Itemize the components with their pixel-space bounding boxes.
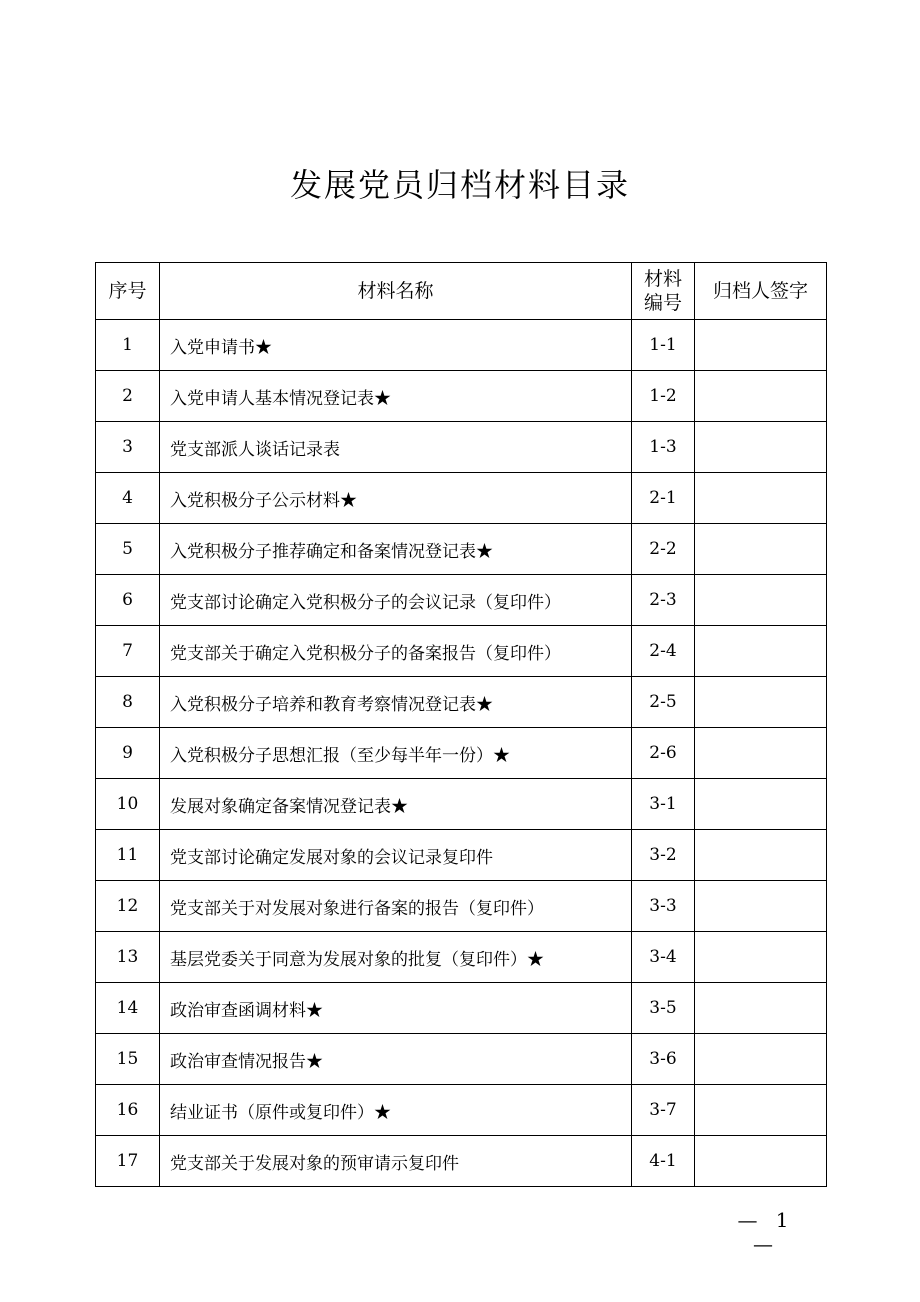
row-material-name: 入党积极分子推荐确定和备案情况登记表★ [160, 524, 632, 575]
row-material-code: 3-3 [632, 881, 695, 932]
row-seq: 2 [96, 371, 160, 422]
row-signature-cell [695, 1034, 827, 1085]
row-signature-cell [695, 1085, 827, 1136]
row-material-code: 3-1 [632, 779, 695, 830]
table-row [96, 728, 827, 779]
row-signature-cell [695, 320, 827, 371]
table-row [96, 1034, 827, 1085]
table-row [96, 422, 827, 473]
row-material-code: 2-4 [632, 626, 695, 677]
row-signature-cell [695, 779, 827, 830]
row-material-code: 4-1 [632, 1136, 695, 1187]
row-material-code: 2-1 [632, 473, 695, 524]
row-material-name: 发展对象确定备案情况登记表★ [160, 779, 632, 830]
row-material-code: 2-3 [632, 575, 695, 626]
page-number: — 1 — [737, 1208, 795, 1256]
row-signature-cell [695, 524, 827, 575]
page-title: 发展党员归档材料目录 [289, 166, 630, 204]
table-row [96, 320, 827, 371]
table-row [96, 677, 827, 728]
table-row [96, 881, 827, 932]
row-material-name: 党支部关于发展对象的预审请示复印件 [160, 1136, 632, 1187]
row-seq: 3 [96, 422, 160, 473]
row-material-name: 入党积极分子培养和教育考察情况登记表★ [160, 677, 632, 728]
header-name: 材料名称 [160, 263, 632, 320]
row-seq: 6 [96, 575, 160, 626]
row-seq: 10 [96, 779, 160, 830]
row-seq: 11 [96, 830, 160, 881]
row-material-code: 3-7 [632, 1085, 695, 1136]
table-row [96, 575, 827, 626]
row-seq: 8 [96, 677, 160, 728]
row-signature-cell [695, 371, 827, 422]
row-signature-cell [695, 983, 827, 1034]
row-seq: 14 [96, 983, 160, 1034]
table-row [96, 932, 827, 983]
row-material-name: 基层党委关于同意为发展对象的批复（复印件）★ [160, 932, 632, 983]
row-material-name: 入党申请书★ [160, 320, 632, 371]
row-material-name: 入党积极分子思想汇报（至少每半年一份）★ [160, 728, 632, 779]
header-signature: 归档人签字 [695, 263, 827, 320]
header-code-line2: 编号 [643, 292, 682, 314]
row-material-code: 1-2 [632, 371, 695, 422]
row-signature-cell [695, 575, 827, 626]
header-seq: 序号 [96, 263, 160, 320]
row-material-name: 党支部关于对发展对象进行备案的报告（复印件） [160, 881, 632, 932]
table-header-row [96, 263, 827, 320]
row-material-name: 党支部讨论确定入党积极分子的会议记录（复印件） [160, 575, 632, 626]
table-row [96, 473, 827, 524]
row-seq: 17 [96, 1136, 160, 1187]
table-row [96, 1085, 827, 1136]
row-signature-cell [695, 830, 827, 881]
row-seq: 4 [96, 473, 160, 524]
row-seq: 13 [96, 932, 160, 983]
row-signature-cell [695, 422, 827, 473]
row-seq: 9 [96, 728, 160, 779]
row-seq: 16 [96, 1085, 160, 1136]
table-row [96, 1136, 827, 1187]
row-material-name: 入党申请人基本情况登记表★ [160, 371, 632, 422]
row-signature-cell [695, 1136, 827, 1187]
row-seq: 15 [96, 1034, 160, 1085]
header-code [632, 263, 695, 320]
row-material-name: 党支部讨论确定发展对象的会议记录复印件 [160, 830, 632, 881]
materials-table [95, 262, 827, 1187]
row-material-code: 1-1 [632, 320, 695, 371]
row-signature-cell [695, 626, 827, 677]
row-signature-cell [695, 473, 827, 524]
table-row [96, 830, 827, 881]
row-signature-cell [695, 677, 827, 728]
row-material-code: 3-2 [632, 830, 695, 881]
table-row [96, 779, 827, 830]
row-signature-cell [695, 881, 827, 932]
row-seq: 12 [96, 881, 160, 932]
table-row [96, 524, 827, 575]
row-material-name: 政治审查情况报告★ [160, 1034, 632, 1085]
table-row [96, 983, 827, 1034]
row-seq: 1 [96, 320, 160, 371]
row-material-name: 党支部派人谈话记录表 [160, 422, 632, 473]
row-material-code: 3-4 [632, 932, 695, 983]
row-material-code: 2-5 [632, 677, 695, 728]
row-material-name: 政治审查函调材料★ [160, 983, 632, 1034]
header-code-line1: 材料 [643, 268, 682, 290]
row-material-code: 3-6 [632, 1034, 695, 1085]
row-material-code: 1-3 [632, 422, 695, 473]
table-row [96, 371, 827, 422]
row-material-name: 结业证书（原件或复印件）★ [160, 1085, 632, 1136]
row-seq: 7 [96, 626, 160, 677]
row-seq: 5 [96, 524, 160, 575]
row-material-code: 2-6 [632, 728, 695, 779]
row-material-code: 3-5 [632, 983, 695, 1034]
row-material-code: 2-2 [632, 524, 695, 575]
row-signature-cell [695, 932, 827, 983]
row-material-name: 入党积极分子公示材料★ [160, 473, 632, 524]
row-signature-cell [695, 728, 827, 779]
row-material-name: 党支部关于确定入党积极分子的备案报告（复印件） [160, 626, 632, 677]
table-row [96, 626, 827, 677]
